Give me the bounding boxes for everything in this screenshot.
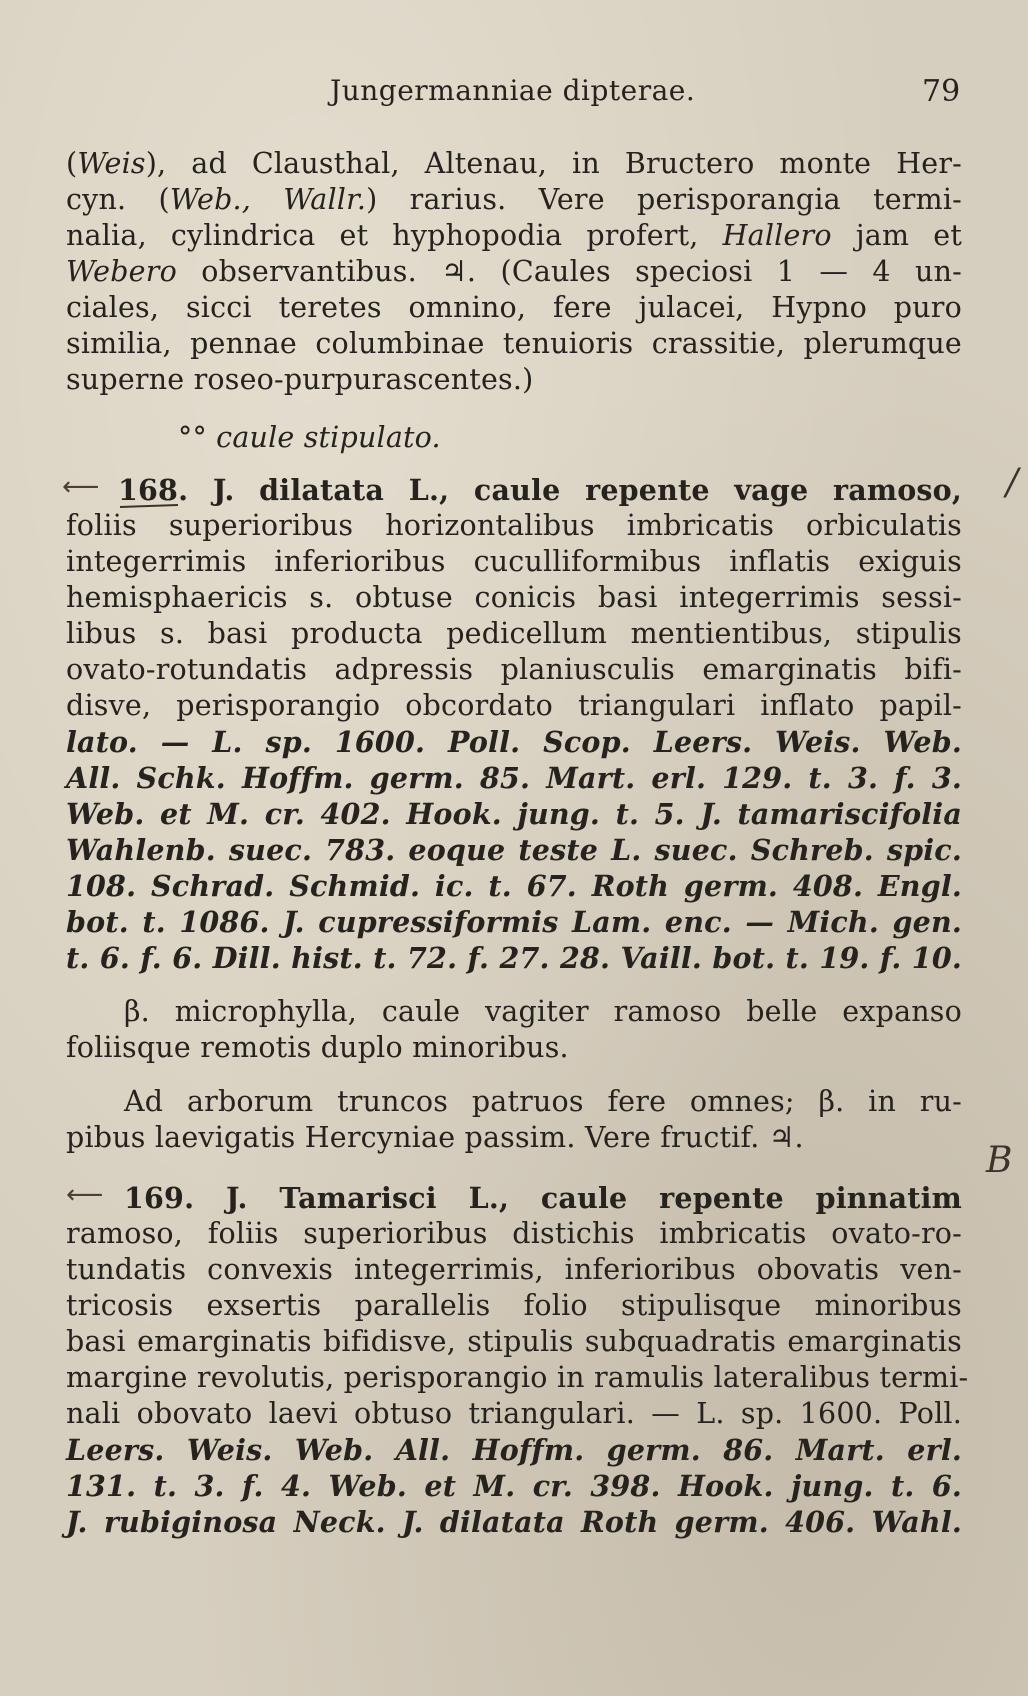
text-line: basi emarginatis bifidisve, stipulis subquadratis emarginatis bbox=[66, 1325, 962, 1358]
text-line: ramoso, foliis superioribus distichis imbricatis ovato-ro- bbox=[66, 1217, 962, 1250]
text-line: tundatis convexis integerrimis, inferioribus obovatis ven- bbox=[66, 1253, 962, 1286]
entry-169-heading: 169. J. Tamarisci L., caule repente pinnatim bbox=[124, 1181, 962, 1215]
running-header: Jungermanniae dipterae. bbox=[330, 74, 696, 107]
citation-line: All. Schk. Hoffm. germ. 85. Mart. erl. 129. t. 3. f. 3. bbox=[66, 761, 962, 795]
citation-line: Wahlenb. suec. 783. eoque teste L. suec. Schreb. spic. bbox=[66, 833, 962, 867]
page-number: 79 bbox=[922, 74, 961, 109]
text-line: tricosis exsertis parallelis folio stipulisque minoribus bbox=[66, 1289, 962, 1322]
text-line: hemisphaericis s. obtuse conicis basi integerrimis sessi- bbox=[66, 581, 962, 614]
citation-line: bot. t. 1086. J. cupressiformis Lam. enc. — Mich. gen. bbox=[66, 905, 962, 939]
pencil-arrow-icon: ⟵ bbox=[62, 472, 100, 502]
citation-line: Web. et M. cr. 402. Hook. jung. t. 5. J. tamariscifolia bbox=[66, 797, 962, 831]
entry-168-heading: 168. J. dilatata L., caule repente vage ramoso, bbox=[118, 473, 962, 507]
citation-line: 108. Schrad. Schmid. ic. t. 67. Roth germ. 408. Engl. bbox=[66, 869, 962, 903]
text-line: Webero observantibus. ♃. (Caules speciosi 1 — 4 un- bbox=[66, 255, 962, 288]
text-line: nali obovato laevi obtuso triangulari. — L. sp. 1600. Poll. bbox=[66, 1397, 962, 1430]
text-line: margine revolutis, perisporangio in ramulis lateralibus termi- bbox=[66, 1361, 969, 1394]
text-line: superne roseo-purpurascentes.) bbox=[66, 363, 534, 396]
section-subheading: °° caule stipulato. bbox=[178, 421, 441, 454]
text-line: (Weis), ad Clausthal, Altenau, in Bructero monte Her- bbox=[66, 147, 962, 180]
text-line: ciales, sicci teretes omnino, fere julacei, Hypno puro bbox=[66, 291, 962, 324]
margin-pencil-note: B bbox=[986, 1140, 1013, 1181]
pencil-arrow-icon: ⟵ bbox=[66, 1180, 104, 1210]
text-line: pibus laevigatis Hercyniae passim. Vere fructif. ♃. bbox=[66, 1121, 804, 1154]
citation-line: t. 6. f. 6. Dill. hist. t. 72. f. 27. 28. Vaill. bot. t. 19. f. 10. bbox=[66, 941, 962, 975]
text-line: foliisque remotis duplo minoribus. bbox=[66, 1031, 569, 1064]
citation-line: Leers. Weis. Web. All. Hoffm. germ. 86. Mart. erl. bbox=[66, 1433, 962, 1467]
text-line: disve, perisporangio obcordato triangulari inflato papil- bbox=[66, 689, 962, 722]
text-line: libus s. basi producta pedicellum mentientibus, stipulis bbox=[66, 617, 962, 650]
text-line: foliis superioribus horizontalibus imbricatis orbiculatis bbox=[66, 509, 962, 542]
citation-line: lato. — L. sp. 1600. Poll. Scop. Leers. Weis. Web. bbox=[66, 725, 962, 759]
variety-line: β. microphylla, caule vagiter ramoso belle expanso bbox=[124, 995, 962, 1028]
margin-pencil-mark: / bbox=[1006, 462, 1019, 503]
citation-line: 131. t. 3. f. 4. Web. et M. cr. 398. Hook. jung. t. 6. bbox=[66, 1469, 962, 1503]
text-line: nalia, cylindrica et hyphopodia profert, Hallero jam et bbox=[66, 219, 962, 252]
text-line: cyn. (Web., Wallr.) rarius. Vere perisporangia termi- bbox=[66, 183, 962, 216]
habitat-line: Ad arborum truncos patruos fere omnes; β. in ru- bbox=[124, 1085, 962, 1118]
text-line: ovato-rotundatis adpressis planiusculis emarginatis bifi- bbox=[66, 653, 962, 686]
text-line: similia, pennae columbinae tenuioris crassitie, plerumque bbox=[66, 327, 962, 360]
text-line: integerrimis inferioribus cuculliformibus inflatis exiguis bbox=[66, 545, 962, 578]
citation-line: J. rubiginosa Neck. J. dilatata Roth germ. 406. Wahl. bbox=[66, 1505, 962, 1539]
